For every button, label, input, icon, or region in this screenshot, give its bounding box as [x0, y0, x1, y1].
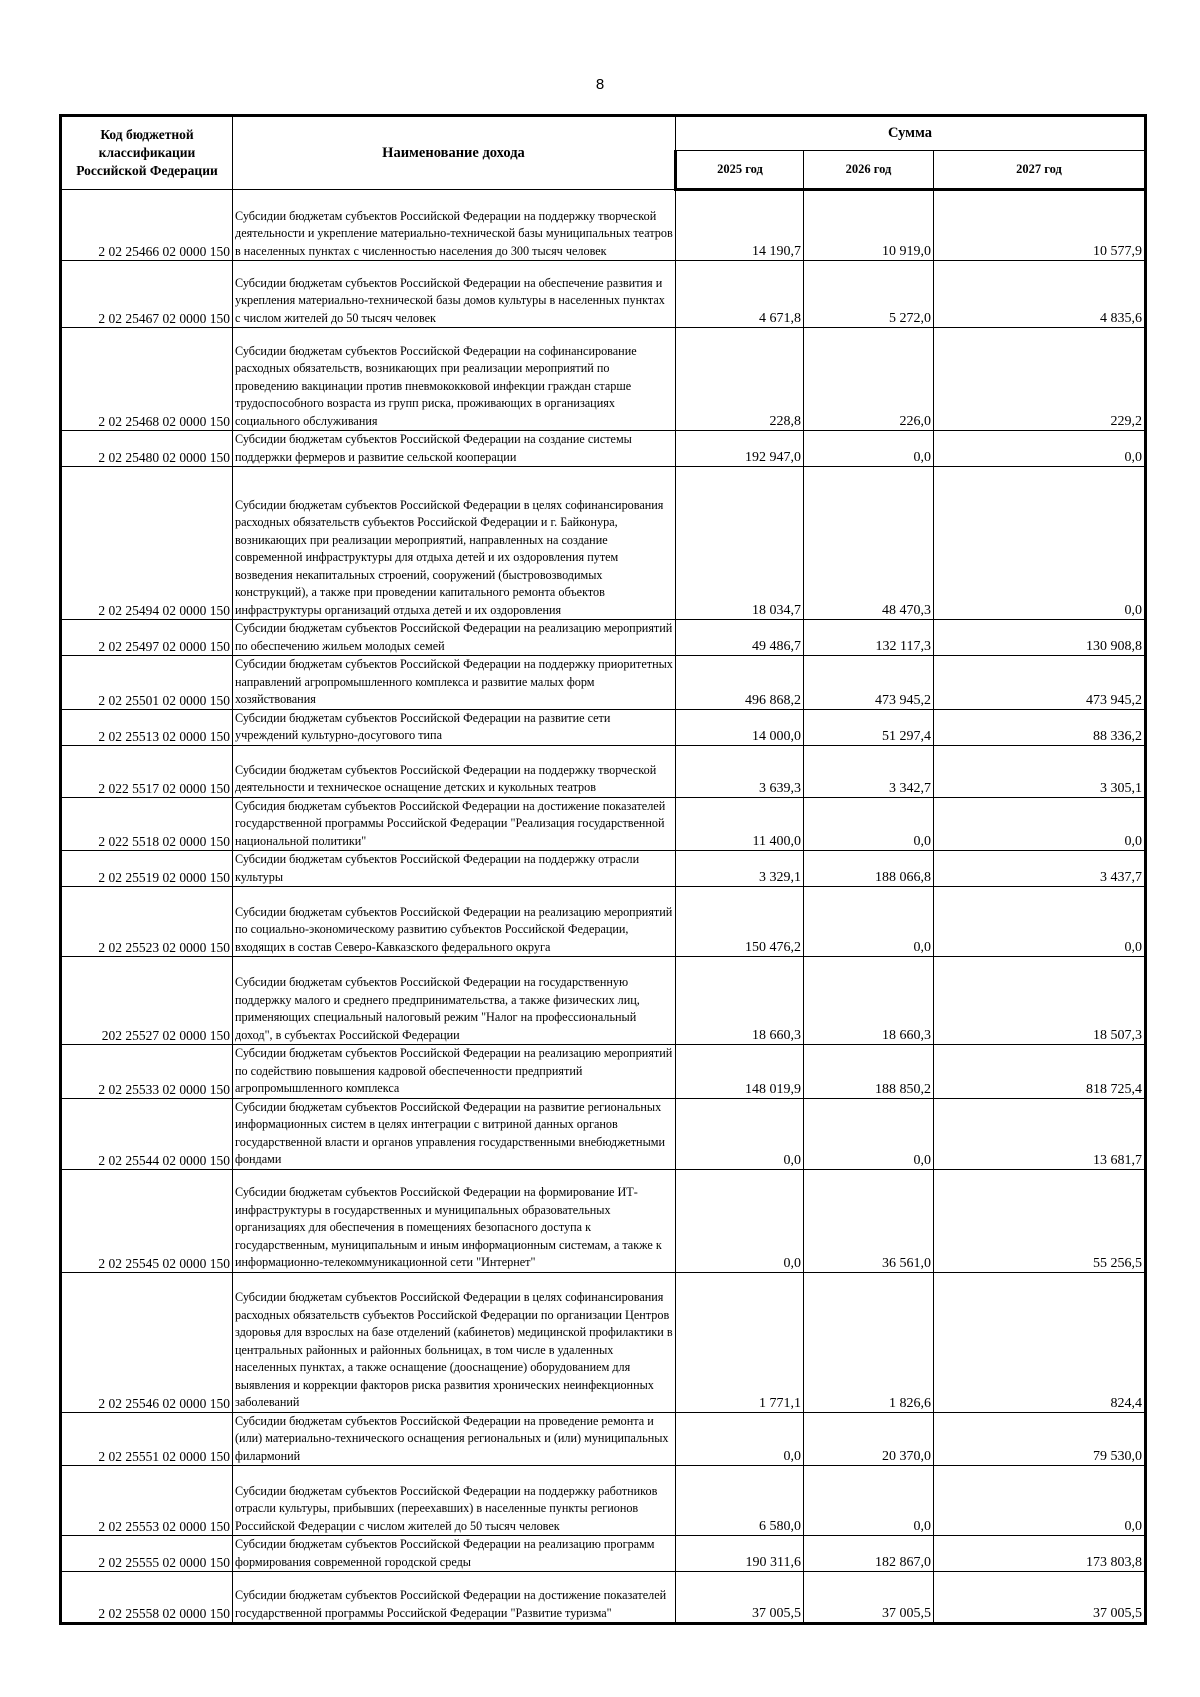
amount-2027-cell: 824,4 [934, 1272, 1146, 1412]
amount-2026-cell: 18 660,3 [804, 957, 934, 1045]
amount-2025-cell: 37 005,5 [676, 1572, 804, 1624]
amount-2025-cell: 14 190,7 [676, 190, 804, 261]
revenue-name-cell: Субсидии бюджетам субъектов Российской Федерации на реализацию мероприятий по обеспечению жильем молодых семей [233, 620, 676, 656]
amount-2025-cell: 148 019,9 [676, 1045, 804, 1099]
budget-code-cell: 2 02 25497 02 0000 150 [61, 620, 233, 656]
amount-2027-cell: 0,0 [934, 1466, 1146, 1536]
table-row [61, 328, 1146, 431]
amount-2025-cell: 0,0 [676, 1098, 804, 1169]
revenue-name-cell: Субсидии бюджетам субъектов Российской Федерации на поддержку творческой деятельности и техническое оснащение детских и кукольных театров [233, 745, 676, 797]
amount-2027-cell: 0,0 [934, 431, 1146, 467]
revenue-name-cell: Субсидии бюджетам субъектов Российской Федерации на формирование ИТ-инфраструктуры в государственных и муниципальных образовательных организациях для обеспечения в помещениях безопасного доступа к государственным, муниципальным и иным информационным системам, а также к информационно-телекоммуникационной сети "Интернет" [233, 1169, 676, 1272]
amount-2025-cell: 18 660,3 [676, 957, 804, 1045]
header-year-2027: 2027 год [934, 151, 1146, 190]
amount-2025-cell: 11 400,0 [676, 797, 804, 851]
table-row [61, 1572, 1146, 1624]
table-row [61, 261, 1146, 328]
budget-code-cell: 2 02 25558 02 0000 150 [61, 1572, 233, 1624]
budget-code-cell: 2 02 25519 02 0000 150 [61, 851, 233, 887]
table-row [61, 797, 1146, 851]
amount-2025-cell: 192 947,0 [676, 431, 804, 467]
header-sum-column: Сумма [676, 116, 1146, 151]
amount-2027-cell: 4 835,6 [934, 261, 1146, 328]
amount-2025-cell: 150 476,2 [676, 887, 804, 957]
amount-2025-cell: 190 311,6 [676, 1536, 804, 1572]
budget-code-cell: 2 02 25544 02 0000 150 [61, 1098, 233, 1169]
amount-2027-cell: 18 507,3 [934, 957, 1146, 1045]
amount-2025-cell: 0,0 [676, 1412, 804, 1466]
amount-2026-cell: 182 867,0 [804, 1536, 934, 1572]
amount-2027-cell: 173 803,8 [934, 1536, 1146, 1572]
amount-2027-cell: 0,0 [934, 887, 1146, 957]
budget-code-cell: 2 02 25545 02 0000 150 [61, 1169, 233, 1272]
revenue-table [59, 114, 1147, 1625]
amount-2026-cell: 226,0 [804, 328, 934, 431]
table-row [61, 851, 1146, 887]
table-row [61, 745, 1146, 797]
amount-2026-cell: 0,0 [804, 797, 934, 851]
amount-2025-cell: 228,8 [676, 328, 804, 431]
amount-2027-cell: 10 577,9 [934, 190, 1146, 261]
amount-2026-cell: 20 370,0 [804, 1412, 934, 1466]
table-row [61, 1045, 1146, 1099]
amount-2026-cell: 10 919,0 [804, 190, 934, 261]
revenue-name-cell: Субсидии бюджетам субъектов Российской Федерации на реализацию мероприятий по содействию повышения кадровой обеспеченности предприятий агропромышленного комплекса [233, 1045, 676, 1099]
budget-code-cell: 2 02 25555 02 0000 150 [61, 1536, 233, 1572]
amount-2027-cell: 3 437,7 [934, 851, 1146, 887]
table-row [61, 1536, 1146, 1572]
table-row [61, 431, 1146, 467]
budget-code-cell: 2 022 5518 02 0000 150 [61, 797, 233, 851]
amount-2025-cell: 3 639,3 [676, 745, 804, 797]
amount-2026-cell: 188 066,8 [804, 851, 934, 887]
revenue-name-cell: Субсидии бюджетам субъектов Российской Федерации в целях софинансирования расходных обязательств субъектов Российской Федерации по организации Центров здоровья для взрослых на базе отделений (кабинетов) медицинской профилактики в центральных районных и районных больницах, в том числе в удаленных населенных пунктах, а также оснащение (дооснащение) оборудованием для выявления и коррекции факторов риска развития хронических неинфекционных заболеваний [233, 1272, 676, 1412]
table-row [61, 1412, 1146, 1466]
amount-2026-cell: 0,0 [804, 431, 934, 467]
amount-2025-cell: 14 000,0 [676, 709, 804, 745]
table-row [61, 709, 1146, 745]
amount-2025-cell: 1 771,1 [676, 1272, 804, 1412]
budget-code-cell: 2 02 25546 02 0000 150 [61, 1272, 233, 1412]
amount-2025-cell: 49 486,7 [676, 620, 804, 656]
header-year-2025: 2025 год [676, 151, 804, 190]
revenue-name-cell: Субсидии бюджетам субъектов Российской Федерации на достижение показателей государственной программы Российской Федерации "Развитие туризма" [233, 1572, 676, 1624]
budget-code-cell: 202 25527 02 0000 150 [61, 957, 233, 1045]
amount-2027-cell: 473 945,2 [934, 656, 1146, 710]
table-row [61, 190, 1146, 261]
budget-code-cell: 2 02 25513 02 0000 150 [61, 709, 233, 745]
amount-2026-cell: 0,0 [804, 1098, 934, 1169]
revenue-name-cell: Субсидии бюджетам субъектов Российской Федерации на поддержку отрасли культуры [233, 851, 676, 887]
revenue-name-cell: Субсидии бюджетам субъектов Российской Федерации на обеспечение развития и укрепления материально-технической базы домов культуры в населенных пунктах с числом жителей до 50 тысяч человек [233, 261, 676, 328]
amount-2027-cell: 0,0 [934, 467, 1146, 620]
table-row [61, 1272, 1146, 1412]
revenue-name-cell: Субсидии бюджетам субъектов Российской Федерации на софинансирование расходных обязательств, возникающих при реализации мероприятий по проведению вакцинации против пневмококковой инфекции граждан старше трудоспособного возраста из групп риска, проживающих в организациях социального обслуживания [233, 328, 676, 431]
budget-code-cell: 2 02 25467 02 0000 150 [61, 261, 233, 328]
amount-2027-cell: 0,0 [934, 797, 1146, 851]
amount-2026-cell: 37 005,5 [804, 1572, 934, 1624]
revenue-name-cell: Субсидии бюджетам субъектов Российской Федерации на государственную поддержку малого и среднего предпринимательства, а также физических лиц, применяющих специальный налоговый режим "Налог на профессиональный доход", в субъектах Российской Федерации [233, 957, 676, 1045]
amount-2025-cell: 18 034,7 [676, 467, 804, 620]
amount-2027-cell: 88 336,2 [934, 709, 1146, 745]
revenue-name-cell: Субсидии бюджетам субъектов Российской Федерации на поддержку творческой деятельности и укрепление материально-технической базы муниципальных театров в населенных пунктах с численностью населения до 300 тысяч человек [233, 190, 676, 261]
budget-code-cell: 2 02 25480 02 0000 150 [61, 431, 233, 467]
revenue-name-cell: Субсидии бюджетам субъектов Российской Федерации на развитие сети учреждений культурно-досугового типа [233, 709, 676, 745]
amount-2027-cell: 818 725,4 [934, 1045, 1146, 1099]
header-name-column: Наименование дохода [233, 116, 676, 190]
amount-2026-cell: 188 850,2 [804, 1045, 934, 1099]
table-row [61, 656, 1146, 710]
revenue-name-cell: Субсидии бюджетам субъектов Российской Федерации на поддержку работников отрасли культуры, прибывших (переехавших) в населенные пункты регионов Российской Федерации с числом жителей до 50 тысяч человек [233, 1466, 676, 1536]
table-row [61, 620, 1146, 656]
amount-2026-cell: 132 117,3 [804, 620, 934, 656]
table-body [61, 190, 1146, 1624]
amount-2026-cell: 51 297,4 [804, 709, 934, 745]
revenue-name-cell: Субсидии бюджетам субъектов Российской Федерации на создание системы поддержки фермеров и развитие сельской кооперации [233, 431, 676, 467]
revenue-name-cell: Субсидии бюджетам субъектов Российской Федерации на развитие региональных информационных систем в целях интеграции с витриной данных органов государственной власти и органов управления государственными внебюджетными фондами [233, 1098, 676, 1169]
budget-code-cell: 2 02 25501 02 0000 150 [61, 656, 233, 710]
budget-code-cell: 2 02 25468 02 0000 150 [61, 328, 233, 431]
amount-2026-cell: 5 272,0 [804, 261, 934, 328]
amount-2027-cell: 79 530,0 [934, 1412, 1146, 1466]
amount-2026-cell: 1 826,6 [804, 1272, 934, 1412]
amount-2025-cell: 0,0 [676, 1169, 804, 1272]
amount-2026-cell: 473 945,2 [804, 656, 934, 710]
amount-2025-cell: 6 580,0 [676, 1466, 804, 1536]
revenue-name-cell: Субсидия бюджетам субъектов Российской Федерации на достижение показателей государственной программы Российской Федерации "Реализация государственной национальной политики" [233, 797, 676, 851]
table-row [61, 957, 1146, 1045]
amount-2027-cell: 229,2 [934, 328, 1146, 431]
header-code-column: Код бюджетной классификации Российской Федерации [61, 116, 233, 190]
amount-2026-cell: 36 561,0 [804, 1169, 934, 1272]
amount-2027-cell: 130 908,8 [934, 620, 1146, 656]
amount-2026-cell: 0,0 [804, 887, 934, 957]
table-row [61, 467, 1146, 620]
budget-code-cell: 2 022 5517 02 0000 150 [61, 745, 233, 797]
amount-2027-cell: 37 005,5 [934, 1572, 1146, 1624]
budget-code-cell: 2 02 25494 02 0000 150 [61, 467, 233, 620]
revenue-name-cell: Субсидии бюджетам субъектов Российской Федерации на реализацию мероприятий по социально-экономическому развитию субъектов Российской Федерации, входящих в состав Северо-Кавказского федерального округа [233, 887, 676, 957]
revenue-name-cell: Субсидии бюджетам субъектов Российской Федерации в целях софинансирования расходных обязательств субъектов Российской Федерации и г. Байконура, возникающих при реализации мероприятий, направленных на создание современной инфраструктуры для отдыха детей и их оздоровления путем возведения некапитальных строений, сооружений (быстровозводимых конструкций), а также при проведении капитального ремонта объектов инфраструктуры организаций отдыха детей и их оздоровления [233, 467, 676, 620]
amount-2026-cell: 48 470,3 [804, 467, 934, 620]
amount-2027-cell: 13 681,7 [934, 1098, 1146, 1169]
amount-2025-cell: 3 329,1 [676, 851, 804, 887]
budget-code-cell: 2 02 25553 02 0000 150 [61, 1466, 233, 1536]
amount-2025-cell: 496 868,2 [676, 656, 804, 710]
table-row [61, 1098, 1146, 1169]
header-year-2026: 2026 год [804, 151, 934, 190]
table-row [61, 1169, 1146, 1272]
revenue-name-cell: Субсидии бюджетам субъектов Российской Федерации на реализацию программ формирования современной городской среды [233, 1536, 676, 1572]
revenue-name-cell: Субсидии бюджетам субъектов Российской Федерации на проведение ремонта и (или) материально-технического оснащения региональных и (или) муниципальных филармоний [233, 1412, 676, 1466]
revenue-name-cell: Субсидии бюджетам субъектов Российской Федерации на поддержку приоритетных направлений агропромышленного комплекса и развитие малых форм хозяйствования [233, 656, 676, 710]
amount-2026-cell: 0,0 [804, 1466, 934, 1536]
budget-code-cell: 2 02 25551 02 0000 150 [61, 1412, 233, 1466]
budget-code-cell: 2 02 25523 02 0000 150 [61, 887, 233, 957]
budget-code-cell: 2 02 25466 02 0000 150 [61, 190, 233, 261]
amount-2027-cell: 55 256,5 [934, 1169, 1146, 1272]
amount-2025-cell: 4 671,8 [676, 261, 804, 328]
table-row [61, 887, 1146, 957]
page-number: 8 [595, 76, 605, 93]
amount-2027-cell: 3 305,1 [934, 745, 1146, 797]
table-row [61, 1466, 1146, 1536]
amount-2026-cell: 3 342,7 [804, 745, 934, 797]
budget-code-cell: 2 02 25533 02 0000 150 [61, 1045, 233, 1099]
